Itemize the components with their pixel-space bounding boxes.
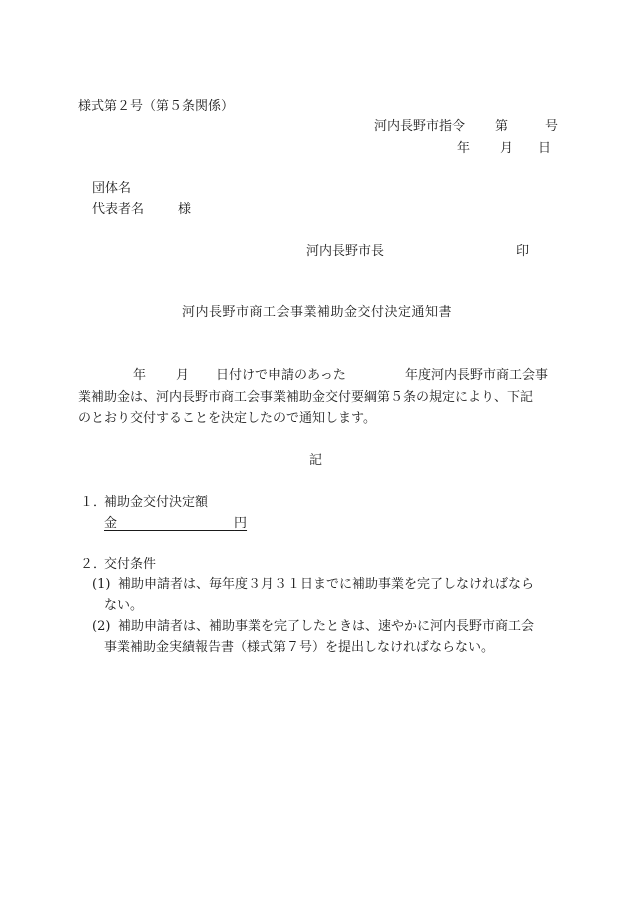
- condition-1-number: (1): [92, 577, 111, 592]
- condition-1-line-1: 補助申請者は、毎年度３月３１日までに補助事業を完了しなければなら: [118, 577, 535, 592]
- recipient-honorific: 様: [178, 202, 192, 217]
- amount-yen: 円: [234, 516, 248, 531]
- condition-2-line-2: 事業補助金実績報告書（様式第７号）を提出しなければならない。: [104, 640, 495, 655]
- sender-seal: 印: [516, 244, 530, 259]
- document-title: 河内長野市商工会事業補助金交付決定通知書: [182, 305, 453, 320]
- form-number: 様式第２号（第５条関係）: [78, 99, 235, 114]
- condition-1-line-2: ない。: [104, 598, 144, 613]
- date-year: 年: [457, 141, 471, 156]
- body-month: 月: [176, 368, 190, 383]
- condition-2-line-1: 補助申請者は、補助事業を完了したときは、速やかに河内長野市商工会: [118, 619, 535, 634]
- section-2-heading: 交付条件: [104, 557, 157, 572]
- date-month: 月: [500, 141, 514, 156]
- date-day: 日: [538, 141, 552, 156]
- body-year: 年: [133, 368, 147, 383]
- recipient-org-name: 団体名: [92, 181, 132, 196]
- body-line-2: 業補助金は、河内長野市商工会事業補助金交付要綱第５条の規定により、下記: [78, 390, 534, 405]
- amount-kin: 金: [104, 516, 118, 531]
- ki-marker: 記: [309, 453, 323, 468]
- body-fiscal-tail: 年度河内長野市商工会事: [405, 368, 549, 383]
- body-date-rest: 日付けで申請のあった: [216, 368, 346, 383]
- issuer-reference: 河内長野市指令: [374, 119, 466, 134]
- sender-mayor: 河内長野市長: [306, 244, 385, 259]
- grant-amount-line: [104, 515, 247, 533]
- condition-2-number: (2): [92, 619, 111, 634]
- section-2-number: ２．: [80, 557, 107, 572]
- body-line-3: のとおり交付することを決定したので通知します。: [78, 411, 376, 426]
- recipient-rep-name: 代表者名: [92, 202, 145, 217]
- section-1-heading: 補助金交付決定額: [104, 495, 209, 510]
- reference-go: 号: [545, 119, 559, 134]
- section-1-number: １．: [80, 495, 107, 510]
- amount-blank: [117, 516, 234, 531]
- reference-dai: 第: [495, 119, 509, 134]
